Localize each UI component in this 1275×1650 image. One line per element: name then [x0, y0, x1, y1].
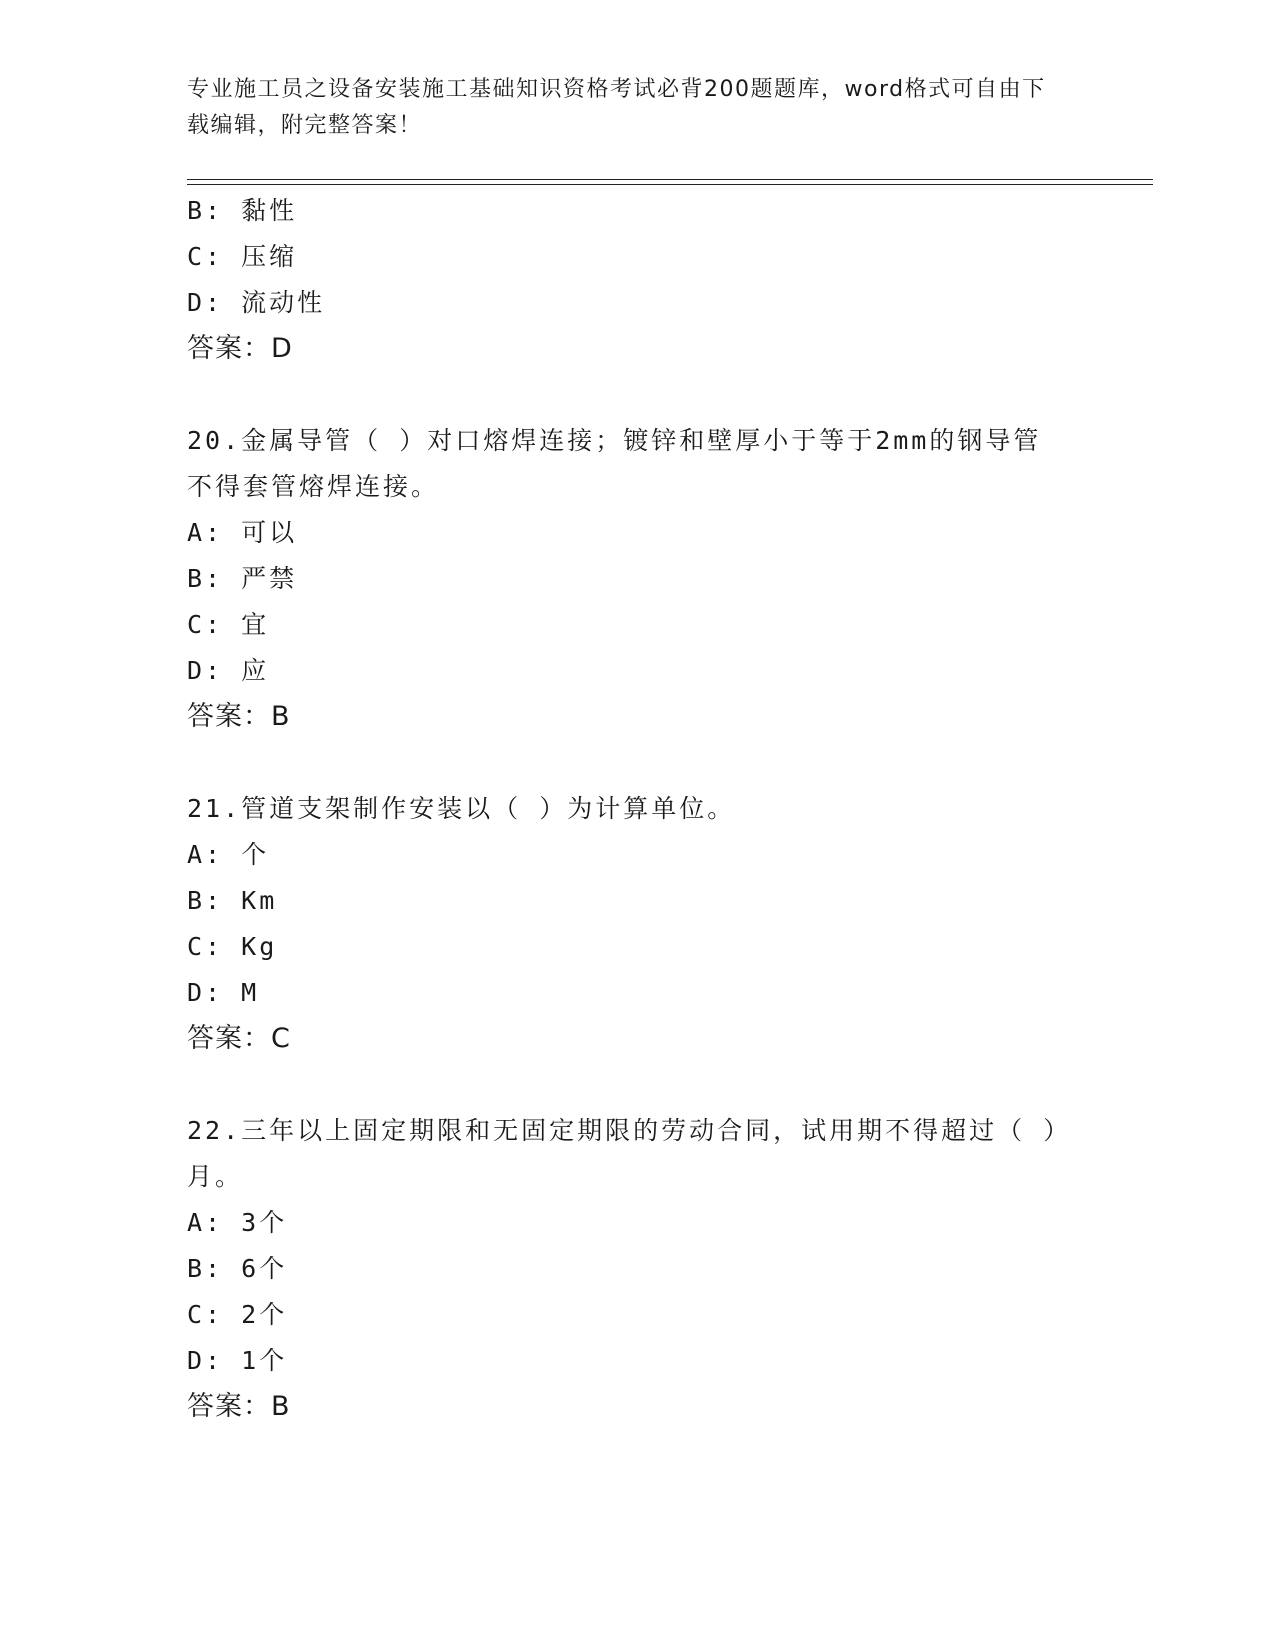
option-d: D: M: [187, 978, 260, 1007]
option-c: C: 压缩: [187, 242, 298, 271]
option-d: D: 1个: [187, 1346, 288, 1375]
partial-question: [187, 188, 1067, 372]
option-b: B: 黏性: [187, 196, 298, 225]
option-c: C: 宜: [187, 610, 270, 639]
question-list: [187, 188, 1067, 1430]
option-c: C: 2个: [187, 1300, 288, 1329]
question-stem: 20.金属导管（ ）对口熔焊连接；镀锌和壁厚小于等于2mm的钢导管不得套管熔焊连接。: [187, 426, 1042, 501]
option-a: A: 个: [187, 840, 270, 869]
document-header: 专业施工员之设备安装施工基础知识资格考试必背200题题库，word格式可自由下载编辑，附完整答案！: [187, 77, 1046, 138]
question-stem: 22.三年以上固定期限和无固定期限的劳动合同，试用期不得超过（ ）月。: [187, 1116, 1059, 1191]
option-d: D: 应: [187, 656, 270, 685]
option-c: C: Kg: [187, 932, 278, 961]
answer: 答案：B: [187, 1391, 291, 1422]
answer: 答案：B: [187, 701, 291, 732]
option-a: A: 3个: [187, 1208, 288, 1237]
option-a: A: 可以: [187, 518, 298, 547]
question-20: [187, 418, 1067, 740]
answer: 答案：C: [187, 1023, 291, 1054]
question-stem: 21.管道支架制作安装以（ ）为计算单位。: [187, 794, 736, 823]
question-21: [187, 786, 1067, 1062]
header-divider-bottom: [187, 184, 1153, 185]
question-22: [187, 1108, 1067, 1430]
option-d: D: 流动性: [187, 288, 326, 317]
option-b: B: 6个: [187, 1254, 288, 1283]
header-divider-top: [187, 179, 1153, 180]
option-b: B: Km: [187, 886, 278, 915]
option-b: B: 严禁: [187, 564, 298, 593]
answer: 答案：D: [187, 333, 293, 364]
